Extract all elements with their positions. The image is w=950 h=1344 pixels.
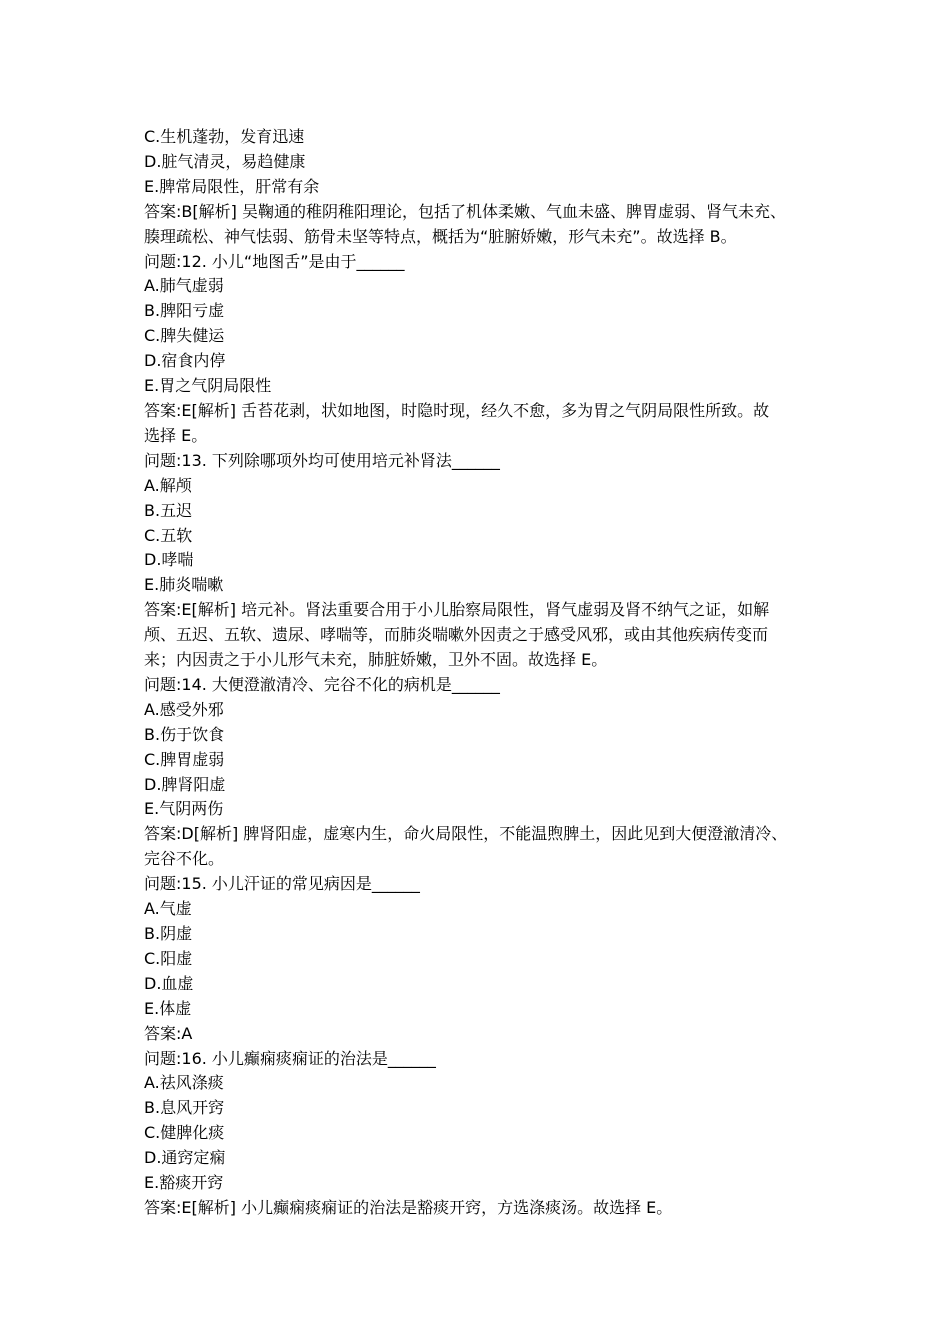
option-line: E.气阴两伤 (144, 799, 224, 819)
answer-line: 来；内因责之于小儿形气未充，肺脏娇嫩，卫外不固。故选择 E。 (144, 650, 608, 670)
answer-line: 答案:E[解析] 小儿癫痫痰痫证的治法是豁痰开窍，方选涤痰汤。故选择 E。 (144, 1197, 673, 1217)
answer-line: 腠理疏松、神气怯弱、筋骨未坚等特点，概括为“脏腑娇嫩，形气未充”。故选择 B。 (144, 226, 737, 246)
option-line: E.脾常局限性，肝常有余 (144, 176, 320, 196)
answer-line: 答案:B[解析] 吴鞠通的稚阴稚阳理论，包括了机体柔嫩、气血未盛、脾胃虚弱、肾气未充、 (144, 201, 786, 221)
option-line: B.五迟 (144, 500, 193, 520)
question-line: 问题:12. 小儿“地图舌”是由于______ (144, 251, 405, 271)
option-line: B.息风开窍 (144, 1098, 225, 1118)
option-line: C.生机蓬勃，发育迅速 (144, 127, 305, 146)
option-line: A.感受外邪 (144, 699, 224, 719)
answer-line: 答案:E[解析] 舌苔花剥，状如地图，时隐时现，经久不愈，多为胃之气阴局限性所致。故 (144, 400, 770, 420)
option-line: D.脾肾阳虚 (144, 774, 226, 794)
document-body (144, 125, 824, 1221)
option-line: D.脏气清灵，易趋健康 (144, 151, 306, 171)
option-line: E.胃之气阴局限性 (144, 376, 272, 396)
answer-line: 答案:D[解析] 脾肾阳虚，虚寒内生，命火局限性，不能温煦脾土，因此见到大便澄澈清冷、 (144, 824, 788, 844)
option-line: E.豁痰开窍 (144, 1173, 224, 1193)
question-line: 问题:16. 小儿癫痫痰痫证的治法是______ (144, 1048, 436, 1068)
answer-line: 答案:E[解析] 培元补。肾法重要合用于小儿胎察局限性，肾气虚弱及肾不纳气之证，如解 (144, 600, 770, 620)
option-line: D.通窍定痫 (144, 1148, 226, 1168)
option-line: D.血虚 (144, 973, 194, 993)
option-line: A.气虚 (144, 899, 192, 919)
option-line: C.脾失健运 (144, 326, 225, 346)
option-line: C.阳虚 (144, 948, 193, 968)
question-line: 问题:14. 大便澄澈清冷、完谷不化的病机是______ (144, 674, 500, 694)
answer-line: 选择 E。 (144, 425, 208, 445)
option-line: A.祛风涤痰 (144, 1073, 224, 1093)
answer-line: 答案:A (144, 1023, 193, 1043)
option-line: E.体虚 (144, 998, 192, 1018)
question-line: 问题:13. 下列除哪项外均可使用培元补肾法______ (144, 450, 500, 470)
option-line: B.阴虚 (144, 924, 193, 943)
question-line: 问题:15. 小儿汗证的常见病因是______ (144, 874, 420, 894)
option-line: D.宿食内停 (144, 351, 226, 371)
option-line: C.健脾化痰 (144, 1123, 225, 1143)
answer-line: 完谷不化。 (144, 849, 225, 869)
option-line: B.伤于饮食 (144, 724, 225, 744)
option-line: E.肺炎喘嗽 (144, 575, 224, 595)
answer-line: 颅、五迟、五软、遗尿、哮喘等，而肺炎喘嗽外因责之于感受风邪，或由其他疾病传变而 (144, 625, 769, 645)
option-line: D.哮喘 (144, 550, 194, 570)
option-line: A.肺气虚弱 (144, 276, 224, 296)
option-line: A.解颅 (144, 475, 192, 495)
option-line: C.脾胃虚弱 (144, 749, 225, 769)
option-line: C.五软 (144, 525, 193, 545)
option-line: B.脾阳亏虚 (144, 301, 225, 321)
